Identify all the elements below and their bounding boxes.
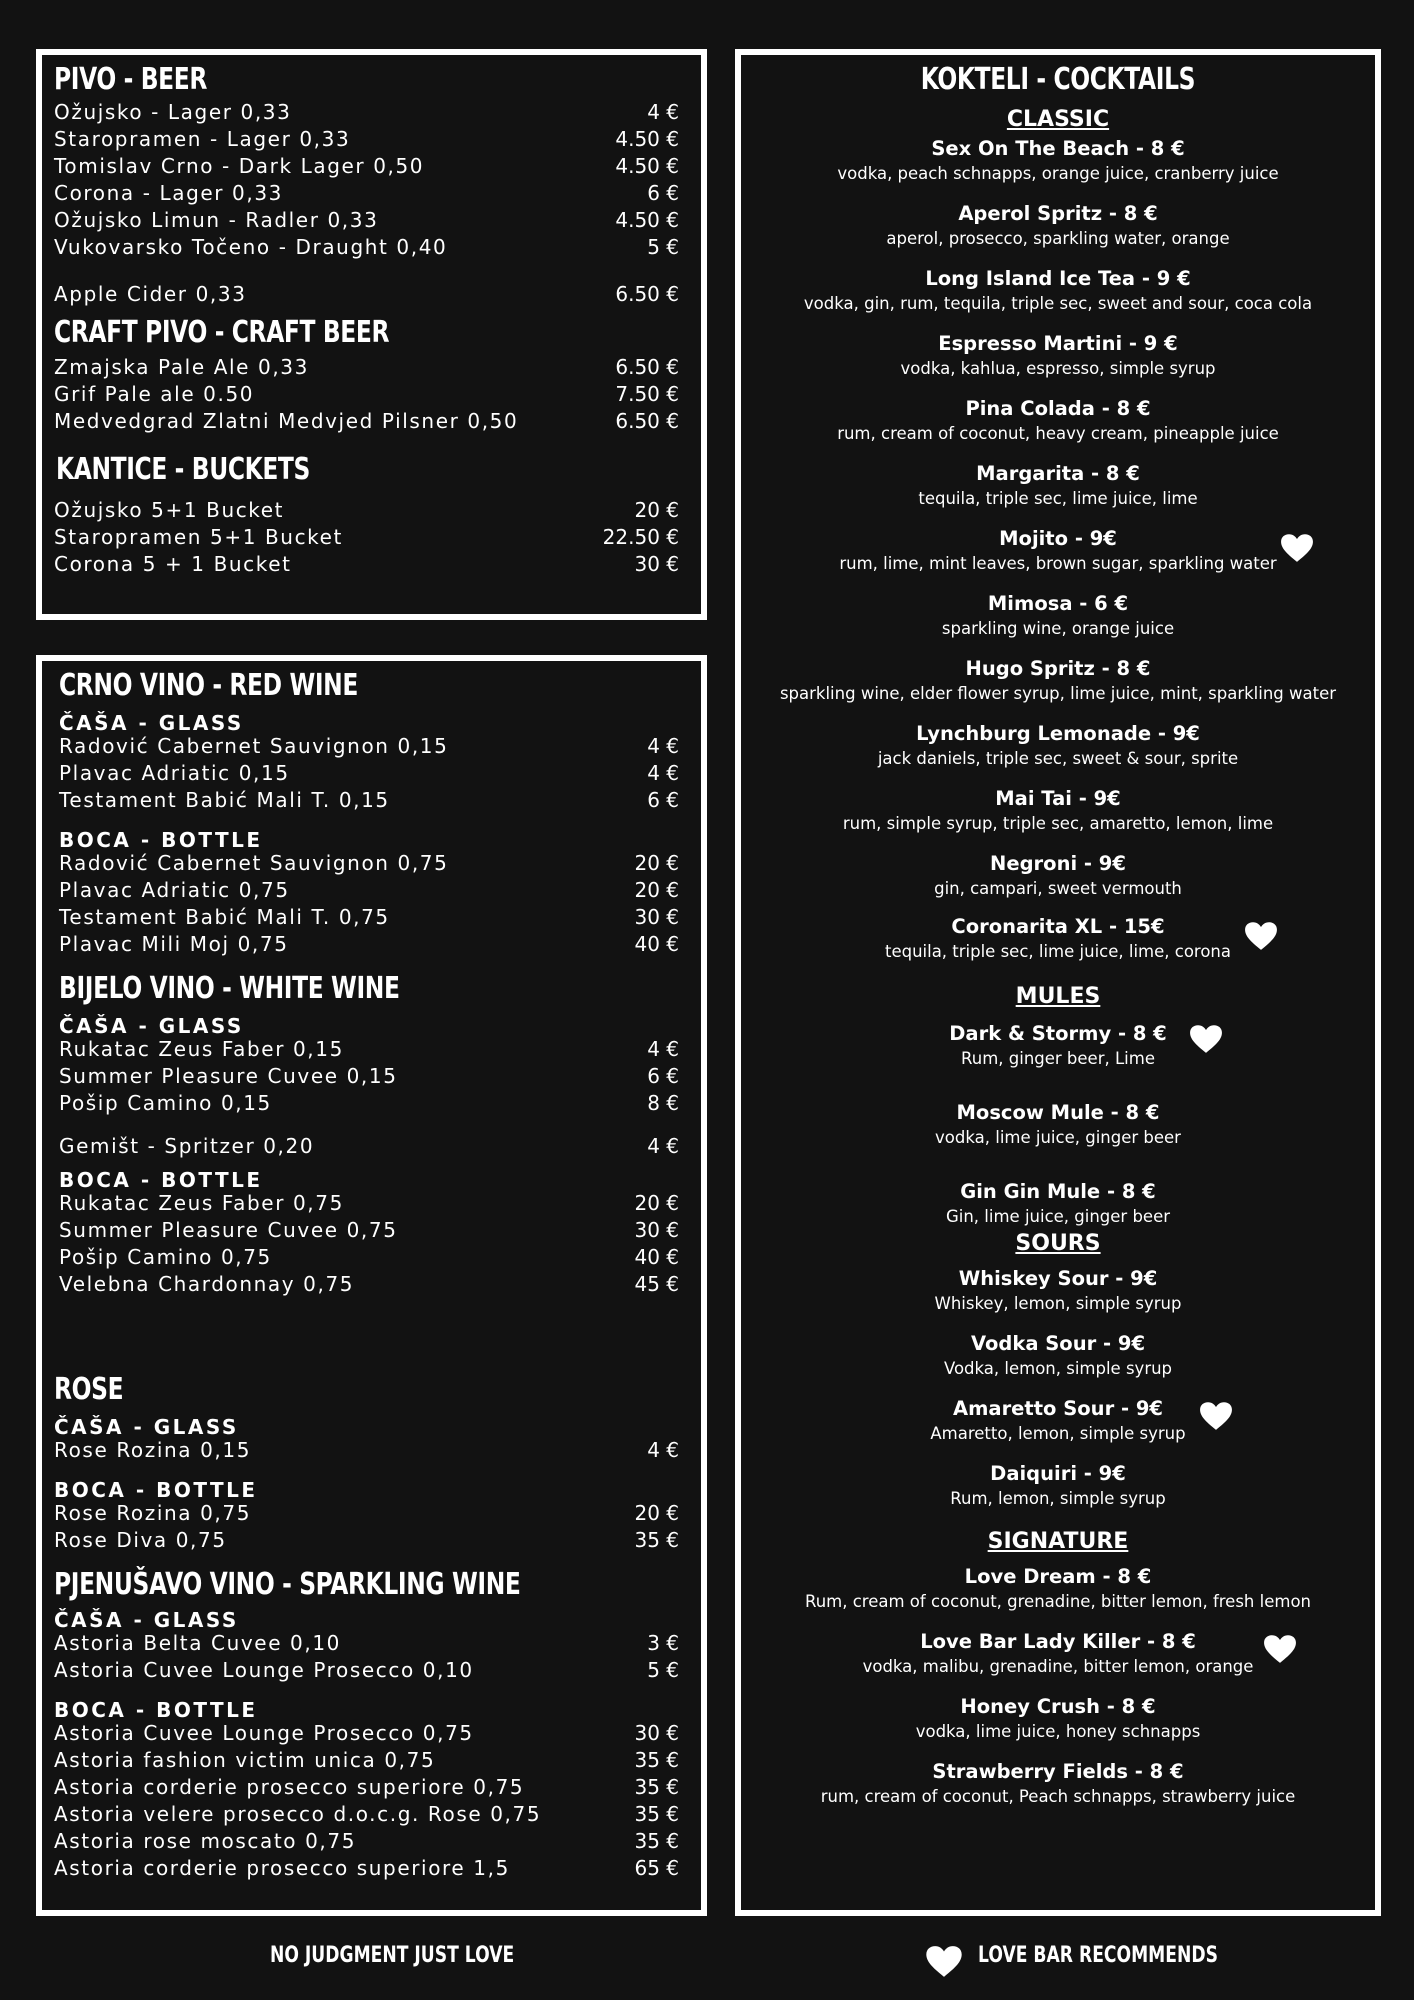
glass-label: ČAŠA - GLASS <box>59 1014 244 1038</box>
menu-row: Astoria rose moscato 0,75 35 € <box>54 1829 679 1853</box>
menu-row: Astoria corderie prosecco superiore 1,5 65 € <box>54 1856 679 1880</box>
heart-icon <box>1244 921 1278 951</box>
menu-row: Testament Babić Mali T. 0,75 30 € <box>59 905 679 929</box>
cocktail-item: Lynchburg Lemonade - 9€ jack daniels, triple sec, sweet & sour, sprite <box>877 722 1239 768</box>
cocktail-item: Negroni - 9€ gin, campari, sweet vermouth <box>934 852 1182 898</box>
menu-row: Astoria corderie prosecco superiore 0,75 35 € <box>54 1775 679 1799</box>
heart-icon <box>1189 1024 1223 1054</box>
menu-row: Staropramen - Lager 0,33 4.50 € <box>54 127 679 151</box>
menu-row: Astoria Cuvee Lounge Prosecco 0,75 30 € <box>54 1721 679 1745</box>
menu-row: Velebna Chardonnay 0,75 45 € <box>59 1272 679 1296</box>
mules-section-label: MULES <box>1015 984 1101 1009</box>
menu-row: Astoria Belta Cuvee 0,10 3 € <box>54 1631 679 1655</box>
menu-row: Pošip Camino 0,75 40 € <box>59 1245 679 1269</box>
beer-panel <box>36 49 707 620</box>
cocktail-item: Long Island Ice Tea - 9 € vodka, gin, rum, tequila, triple sec, sweet and sour, coca cola <box>803 267 1313 313</box>
menu-row: Corona 5 + 1 Bucket 30 € <box>54 552 679 576</box>
classic-section-label: CLASSIC <box>1006 107 1110 132</box>
menu-row: Rose Diva 0,75 35 € <box>54 1528 679 1552</box>
menu-row: Staropramen 5+1 Bucket 22.50 € <box>54 525 679 549</box>
footer-recommends-legend: LOVE BAR RECOMMENDS <box>978 1943 1218 1968</box>
menu-row: Tomislav Crno - Dark Lager 0,50 4.50 € <box>54 154 679 178</box>
cocktails-heading: KOKTELI - COCKTAILS <box>920 62 1196 97</box>
wine-panel <box>36 655 707 1916</box>
cocktail-item: Honey Crush - 8 € vodka, lime juice, honey schnapps <box>915 1695 1201 1741</box>
spritzer-row: Gemišt - Spritzer 0,20 4 € <box>59 1134 679 1158</box>
menu-row: Rukatac Zeus Faber 0,75 20 € <box>59 1191 679 1215</box>
menu-row: Corona - Lager 0,33 6 € <box>54 181 679 205</box>
white-wine-heading: BIJELO VINO - WHITE WINE <box>59 971 400 1006</box>
glass-label: ČAŠA - GLASS <box>59 711 244 735</box>
glass-label: ČAŠA - GLASS <box>54 1415 239 1439</box>
cocktail-item: Strawberry Fields - 8 € rum, cream of coconut, Peach schnapps, strawberry juice <box>820 1760 1296 1806</box>
bottle-label: BOCA - BOTTLE <box>54 1698 258 1722</box>
cocktail-item: Hugo Spritz - 8 € sparkling wine, elder flower syrup, lime juice, mint, sparkling water <box>779 657 1337 703</box>
heart-icon <box>1280 533 1314 563</box>
bottle-label: BOCA - BOTTLE <box>54 1478 258 1502</box>
heart-icon <box>925 1945 963 1978</box>
heart-icon <box>1263 1634 1297 1664</box>
menu-row: Zmajska Pale Ale 0,33 6.50 € <box>54 355 679 379</box>
menu-row: Astoria velere prosecco d.o.c.g. Rose 0,75 35 € <box>54 1802 679 1826</box>
signature-section-label: SIGNATURE <box>987 1529 1129 1554</box>
menu-row: Plavac Adriatic 0,15 4 € <box>59 761 679 785</box>
cocktail-item: Vodka Sour - 9€ Vodka, lemon, simple syrup <box>943 1332 1173 1378</box>
menu-row: Rukatac Zeus Faber 0,15 4 € <box>59 1037 679 1061</box>
cocktail-item: Mai Tai - 9€ rum, simple syrup, triple sec, amaretto, lemon, lime <box>842 787 1274 833</box>
beer-heading: PIVO - BEER <box>54 62 207 97</box>
sours-section-label: SOURS <box>1015 1231 1101 1256</box>
cocktail-item: Coronarita XL - 15€ tequila, triple sec, lime juice, lime, corona <box>741 913 1375 962</box>
glass-label: ČAŠA - GLASS <box>54 1608 239 1632</box>
cocktails-panel <box>735 49 1381 1916</box>
bottle-label: BOCA - BOTTLE <box>59 828 263 852</box>
menu-row: Testament Babić Mali T. 0,15 6 € <box>59 788 679 812</box>
menu-row: Pošip Camino 0,15 8 € <box>59 1091 679 1115</box>
menu-row: Astoria fashion victim unica 0,75 35 € <box>54 1748 679 1772</box>
cocktail-item: Love Dream - 8 € Rum, cream of coconut, grenadine, bitter lemon, fresh lemon <box>804 1565 1311 1611</box>
cocktail-item: Moscow Mule - 8 € vodka, lime juice, ginger beer <box>935 1101 1181 1147</box>
footer-slogan: NO JUDGMENT JUST LOVE <box>270 1943 515 1968</box>
cocktail-item: Margarita - 8 € tequila, triple sec, lime juice, lime <box>918 462 1198 508</box>
menu-row: Ožujsko Limun - Radler 0,33 4.50 € <box>54 208 679 232</box>
menu-row: Medvedgrad Zlatni Medvjed Pilsner 0,50 6.50 € <box>54 409 679 433</box>
bottle-label: BOCA - BOTTLE <box>59 1168 263 1192</box>
cocktail-item: Aperol Spritz - 8 € aperol, prosecco, sparkling water, orange <box>886 202 1230 248</box>
cocktail-item: Gin Gin Mule - 8 € Gin, lime juice, ginger beer <box>945 1180 1171 1226</box>
cocktail-item: Sex On The Beach - 8 € vodka, peach schnapps, orange juice, cranberry juice <box>837 137 1279 183</box>
cocktail-item: Love Bar Lady Killer - 8 € vodka, malibu, grenadine, bitter lemon, orange <box>741 1628 1375 1677</box>
cocktail-item: Mimosa - 6 € sparkling wine, orange juice <box>941 592 1175 638</box>
cocktail-item: Amaretto Sour - 9€ Amaretto, lemon, simple syrup <box>741 1395 1375 1444</box>
menu-row: Radović Cabernet Sauvignon 0,15 4 € <box>59 734 679 758</box>
cocktail-item: Whiskey Sour - 9€ Whiskey, lemon, simple syrup <box>934 1267 1182 1313</box>
menu-row: Plavac Adriatic 0,75 20 € <box>59 878 679 902</box>
menu-row: Summer Pleasure Cuvee 0,75 30 € <box>59 1218 679 1242</box>
menu-row: Rose Rozina 0,75 20 € <box>54 1501 679 1525</box>
craft-beer-heading: CRAFT PIVO - CRAFT BEER <box>54 315 390 350</box>
rose-heading: ROSE <box>54 1372 124 1407</box>
menu-row: Ožujsko - Lager 0,33 4 € <box>54 100 679 124</box>
menu-row: Radović Cabernet Sauvignon 0,75 20 € <box>59 851 679 875</box>
cocktail-item: Mojito - 9€ rum, lime, mint leaves, brown sugar, sparkling water <box>741 525 1375 574</box>
menu-row: Astoria Cuvee Lounge Prosecco 0,10 5 € <box>54 1658 679 1682</box>
red-wine-heading: CRNO VINO - RED WINE <box>59 668 358 703</box>
buckets-heading: KANTICE - BUCKETS <box>56 452 310 487</box>
menu-row: Summer Pleasure Cuvee 0,15 6 € <box>59 1064 679 1088</box>
sparkling-wine-heading: PJENUŠAVO VINO - SPARKLING WINE <box>54 1567 521 1602</box>
cider-row: Apple Cider 0,33 6.50 € <box>54 282 679 306</box>
cocktail-item: Espresso Martini - 9 € vodka, kahlua, espresso, simple syrup <box>900 332 1216 378</box>
cocktail-item: Dark & Stormy - 8 € Rum, ginger beer, Lime <box>741 1020 1375 1069</box>
cocktail-item: Daiquiri - 9€ Rum, lemon, simple syrup <box>950 1462 1166 1508</box>
menu-row: Grif Pale ale 0.50 7.50 € <box>54 382 679 406</box>
heart-icon <box>1199 1401 1233 1431</box>
menu-row: Vukovarsko Točeno - Draught 0,40 5 € <box>54 235 679 259</box>
menu-row: Rose Rozina 0,15 4 € <box>54 1438 679 1462</box>
menu-row: Plavac Mili Moj 0,75 40 € <box>59 932 679 956</box>
menu-row: Ožujsko 5+1 Bucket 20 € <box>54 498 679 522</box>
cocktail-item: Pina Colada - 8 € rum, cream of coconut, heavy cream, pineapple juice <box>837 397 1279 443</box>
